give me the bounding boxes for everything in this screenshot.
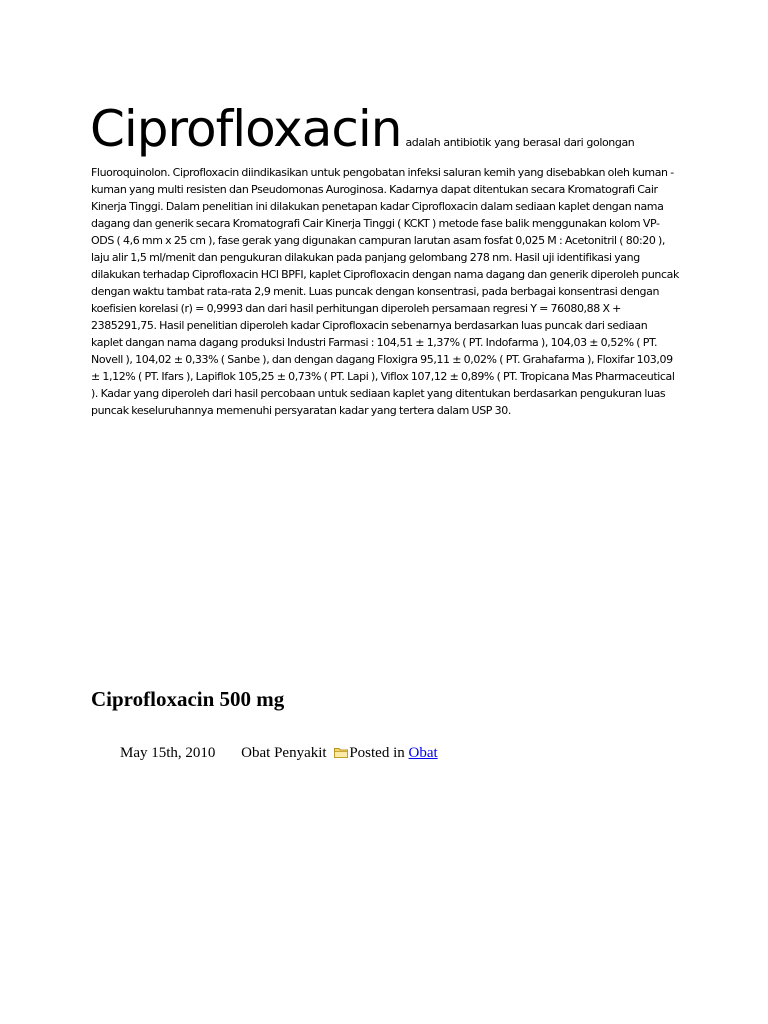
title-continuation: adalah antibiotik yang berasal dari golongan <box>405 136 635 149</box>
title-line <box>90 98 690 160</box>
category-text: Obat Penyakit <box>241 745 327 761</box>
folder-icon <box>334 744 348 764</box>
posted-in-label: Posted in <box>349 745 405 761</box>
category-link[interactable]: Obat <box>408 745 438 761</box>
post-date: May 15th, 2010 <box>120 745 216 761</box>
body-paragraph: Fluoroquinolon. Ciprofloxacin diindikasikan untuk pengobatan infeksi saluran kemih yang disebabkan oleh kuman - kuman yang multi resisten dan Pseudomonas Auroginosa. Kadarnya dapat ditentukan secara Kromatografi Cair Kinerja Tinggi. Dalam penelitian ini dilakukan penetapan kadar Ciprofloxacin dalam sediaan kaplet dengan nama dagang dan generik secara Kromatografi Cair Kinerja Tinggi ( KCKT ) metode fase balik menggunakan kolom VP-ODS ( 4,6 mm x 25 cm ), fase gerak yang digunakan campuran larutan asam fosfat 0,025 M : Acetonitril ( 80:20 ), laju alir 1,5 ml/menit dan pengukuran dilakukan pada panjang gelombang 278 nm. Hasil uji identifikasi yang dilakukan terhadap Ciprofloxacin HCl BPFI, kaplet Ciprofloxacin dengan nama dagang dan generik diperoleh puncak dengan waktu tambat rata-rata 2,9 menit. Luas puncak dengan konsentrasi, pada berbagai konsentrasi dengan koefisien korelasi (r) = 0,9993 dan dari hasil perhitungan diperoleh persamaan regresi Y = 76080,88 X + 2385291,75. Hasil penelitian diperoleh kadar Ciprofloxacin sebenarnya berdasarkan luas puncak dari sediaan kaplet dangan nama dagang produksi Industri Farmasi : 104,51 ± 1,37% ( PT. Indofarma ), 104,03 ± 0,52% ( PT. Novell ), 104,02 ± 0,33% ( Sanbe ), dan dengan dagang Floxigra 95,11 ± 0,02% ( PT. Grahafarma ), Floxifar 103,09 ± 1,12% ( PT. Ifars ), Lapiflok 105,25 ± 0,73% ( PT. Lapi ), Viflox 107,12 ± 0,89% ( PT. Tropicana Mas Pharmaceutical ). Kadar yang diperoleh dari hasil percobaan untuk sediaan kaplet yang ditentukan berdasarkan pengukuran luas puncak keseluruhannya memenuhi persyaratan kadar yang tertera dalam USP 30. <box>91 166 679 417</box>
post-meta <box>120 743 438 764</box>
document-title: Ciprofloxacin <box>90 100 402 158</box>
post-heading: Ciprofloxacin 500 mg <box>91 687 285 711</box>
